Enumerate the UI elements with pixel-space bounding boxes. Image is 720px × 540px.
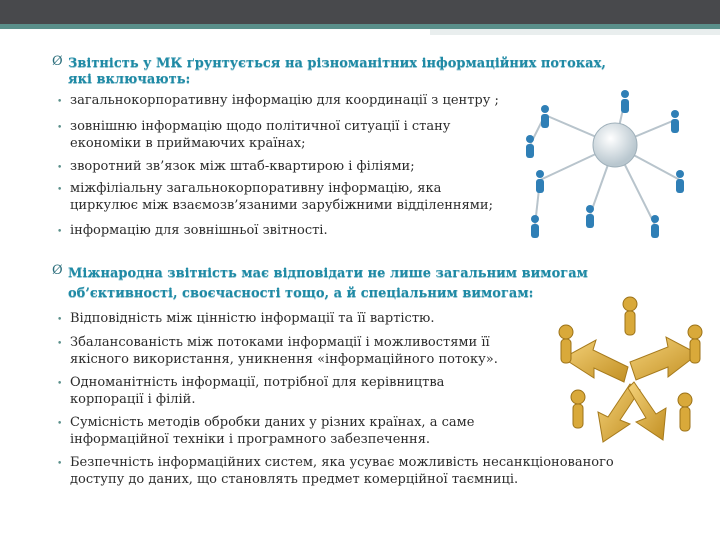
section2-item-3: Одноманітність інформації, потрібної для керівництва корпорації і філій. xyxy=(70,375,445,407)
bullet-2-3: • xyxy=(57,379,63,389)
section1-item-3: зворотний зв’язок між штаб-квартирою і філіями; xyxy=(70,159,415,174)
section2-item-5: Безпечність інформаційних систем, яка усуває можливість несанкціонованого доступу до даних, що становлять предмет комерційної таємниці. xyxy=(70,455,614,487)
bullet-1-4: • xyxy=(57,185,63,195)
section2-heading-line1: Міжнародна звітність має відповідати не лише загальним вимогам xyxy=(68,266,588,281)
bullet-2-1: • xyxy=(57,315,63,325)
top-bar xyxy=(0,0,720,24)
bullet-2-4: • xyxy=(57,419,63,429)
figures-arrows-illustration xyxy=(548,292,713,450)
bullet-1-5: • xyxy=(57,227,63,237)
bullet-2-5: • xyxy=(57,459,63,469)
section1-item-1: загальнокорпоративну інформацію для координації з центру ; xyxy=(70,93,499,108)
bullet-1-3: • xyxy=(57,163,63,173)
section1-heading-line2: які включають: xyxy=(68,72,191,87)
section1-marker: Ø xyxy=(52,54,63,69)
bullet-2-2: • xyxy=(57,339,63,349)
bullet-1-1: • xyxy=(57,97,63,107)
section1-heading-line1: Звітність у МК ґрунтується на різноманітних інформаційних потоках, xyxy=(68,56,606,71)
bullet-1-2: • xyxy=(57,123,63,133)
section1-item-4: міжфіліальну загальнокорпоративну інформацію, яка циркулює між взаємозв’язаними зарубіжними відділеннями; xyxy=(70,181,493,213)
top-accent-light xyxy=(430,29,720,35)
section2-item-4: Сумісність методів обробки даних у різних країнах, а саме інформаційної техніки і програмного забезпечення. xyxy=(70,415,475,447)
section2-marker: Ø xyxy=(52,263,63,278)
section2-item-2: Збалансованість між потоками інформації і можливостями її якісного використання, уникнення «інформаційного потоку». xyxy=(70,335,498,367)
section1-item-5: інформацію для зовнішньої звітності. xyxy=(70,223,328,238)
section1-item-2: зовнішню інформацію щодо політичної ситуації і стану економіки в приймаючих країнах; xyxy=(70,119,451,151)
section2-item-1: Відповідність між цінністю інформації та її вартістю. xyxy=(70,311,435,326)
section2-heading-line2: об’єктивності, своєчасності тощо, а й спеціальним вимогам: xyxy=(68,286,534,301)
network-illustration xyxy=(515,85,690,250)
